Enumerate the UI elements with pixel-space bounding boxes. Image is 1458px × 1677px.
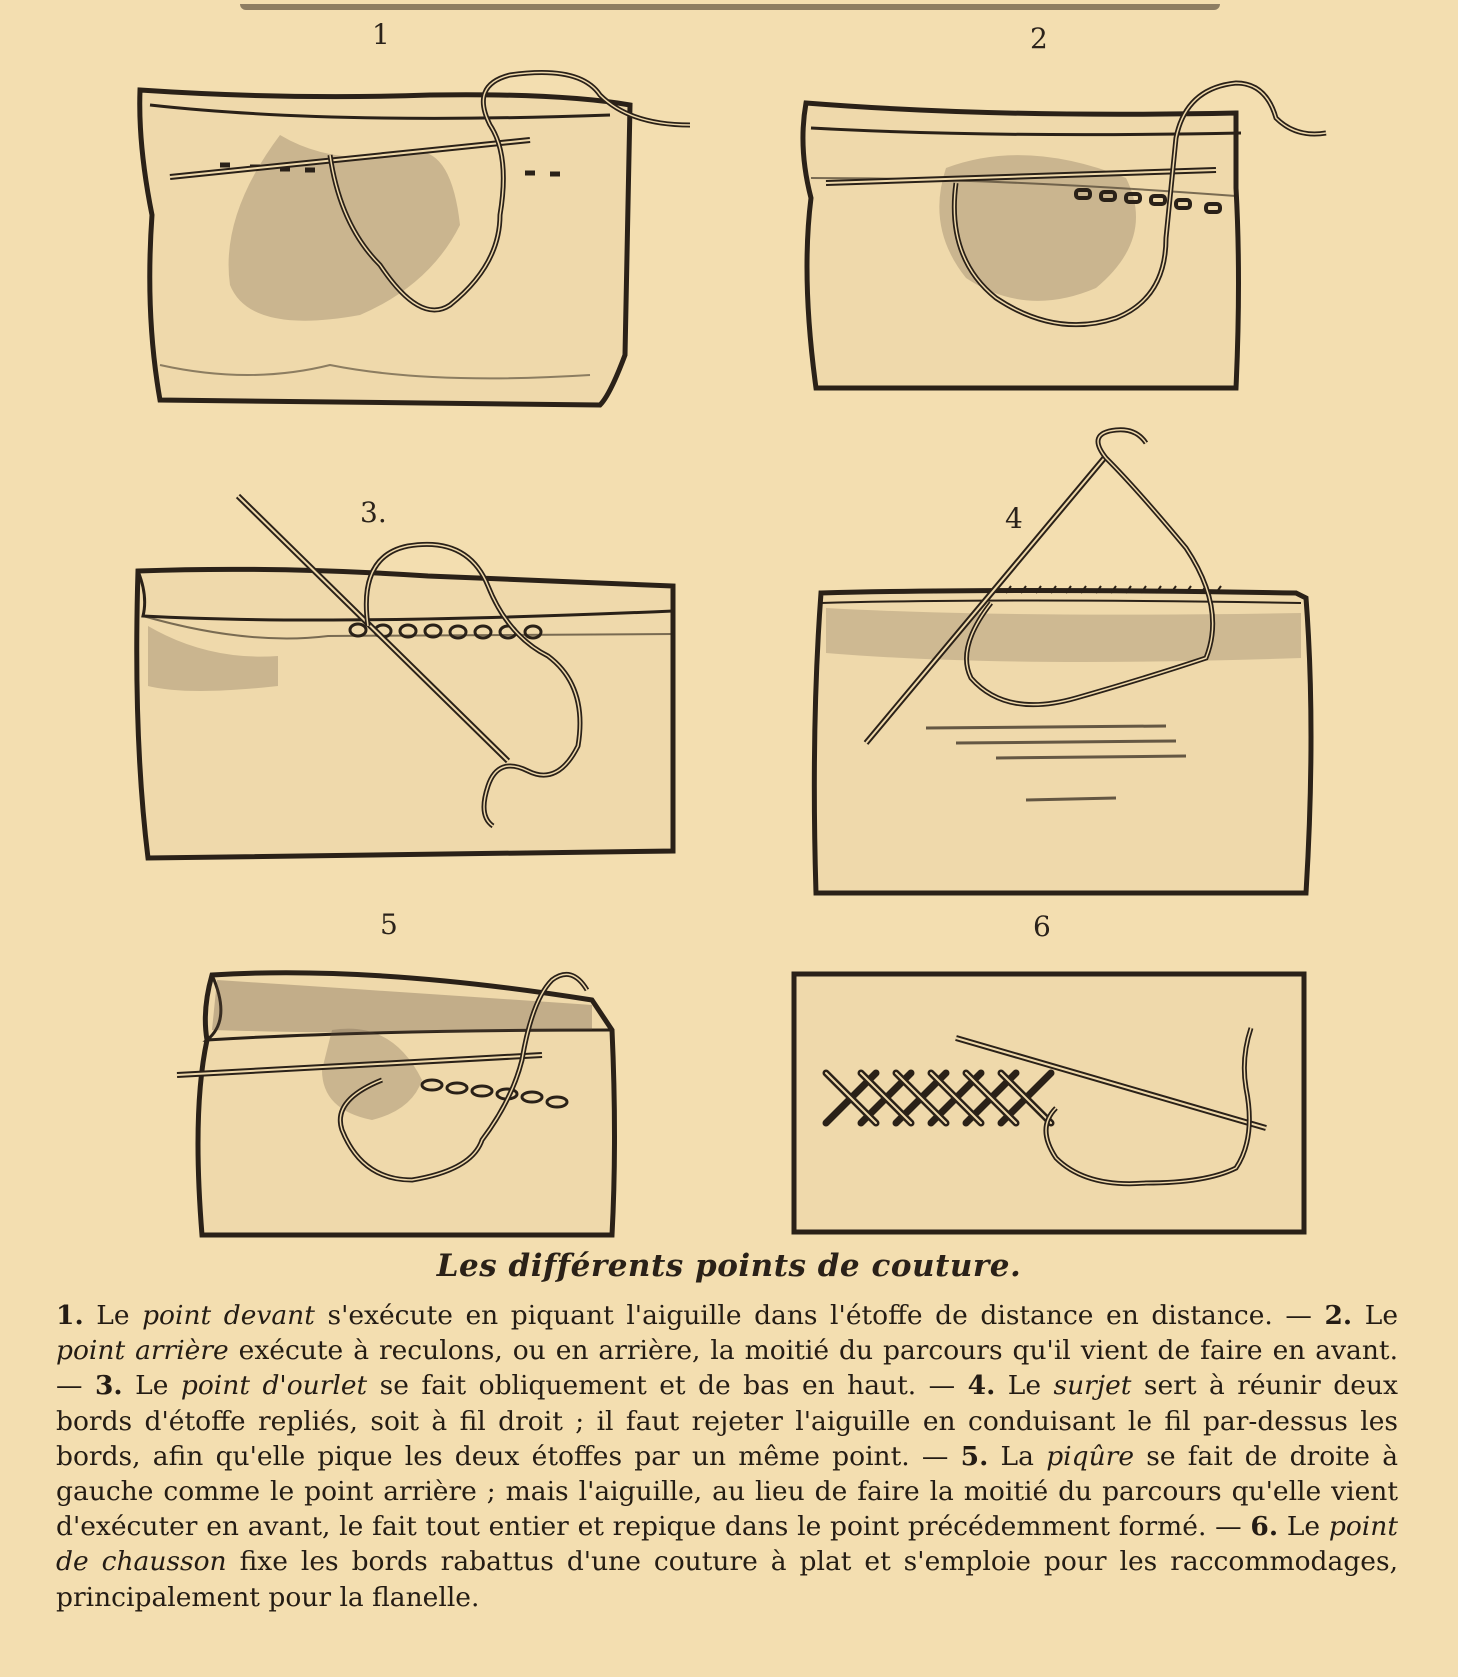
item-text: s'exécute en piquant l'aiguille dans l'étoffe de distance en distance. — [314, 1300, 1325, 1331]
figure-label-6: 6 [1033, 910, 1051, 943]
item-number: 3. [94, 1370, 123, 1402]
figure-6-point-de-chausson-illustration [786, 968, 1316, 1238]
item-text: sert à réunir deux bords d'étoffe repliés, soit à fil droit ; il faut rejeter l'aiguille en conduisant le fil par-dessus les bords, afin qu'elle pique les deux étoffes par un même point. — [56, 1370, 1398, 1472]
item-text: se fait de droite à gauche comme le point arrière ; mais l'aiguille, au lieu de faire la moitié du parcours qu'elle vient d'exécuter en avant, le fait tout entier et repique dans le point précédemment formé. — [56, 1440, 1398, 1543]
item-text: Le [1278, 1511, 1329, 1543]
figure-label-1: 1 [372, 18, 390, 51]
figure-label-4: 4 [1005, 502, 1023, 535]
item-text: La [988, 1440, 1047, 1472]
item-number: 6. [1250, 1511, 1279, 1543]
figure-1-point-devant-illustration [130, 65, 710, 415]
stitch-term: point arrière [56, 1335, 229, 1367]
item-text: Le [1352, 1300, 1398, 1331]
item-number: 2. [1324, 1300, 1353, 1331]
stitch-term: point devant [142, 1300, 315, 1331]
cropped-heading-line [240, 0, 1220, 10]
figure-4-surjet-illustration [806, 428, 1346, 908]
item-number: 5. [960, 1440, 989, 1472]
description-paragraph [56, 1298, 1398, 1615]
figure-5-piqûre-illustration [172, 960, 642, 1250]
stitch-term: piqûre [1046, 1440, 1135, 1472]
figure-label-3: 3. [360, 496, 387, 529]
figure-label-5: 5 [380, 908, 398, 941]
figure-3-point-d-ourlet-illustration [128, 486, 698, 866]
stitch-term: surjet [1053, 1370, 1132, 1402]
stitch-term: point d'ourlet [180, 1370, 368, 1402]
item-number: 4. [967, 1370, 996, 1402]
fabric-6 [794, 974, 1304, 1232]
item-text: Le [122, 1370, 181, 1402]
item-text: exécute à reculons, ou en arrière, la moitié du parcours qu'il vient de faire en avant. — [56, 1335, 1398, 1402]
item-number: 1. [56, 1300, 84, 1331]
figure-2-point-arrière-illustration [796, 78, 1336, 398]
item-text: Le [83, 1300, 143, 1331]
stitch-term: point de chausson [56, 1511, 1398, 1578]
item-text: Le [995, 1370, 1054, 1402]
item-text: fixe les bords rabattus d'une couture à plat et s'emploie pour les raccommodages, principalement pour la flanelle. [56, 1546, 1398, 1613]
figure-caption: Les différents points de couture. [436, 1248, 1022, 1284]
item-text: se fait obliquement et de bas en haut. — [367, 1370, 968, 1402]
figure-label-2: 2 [1030, 22, 1048, 55]
fabric-3 [137, 569, 673, 858]
